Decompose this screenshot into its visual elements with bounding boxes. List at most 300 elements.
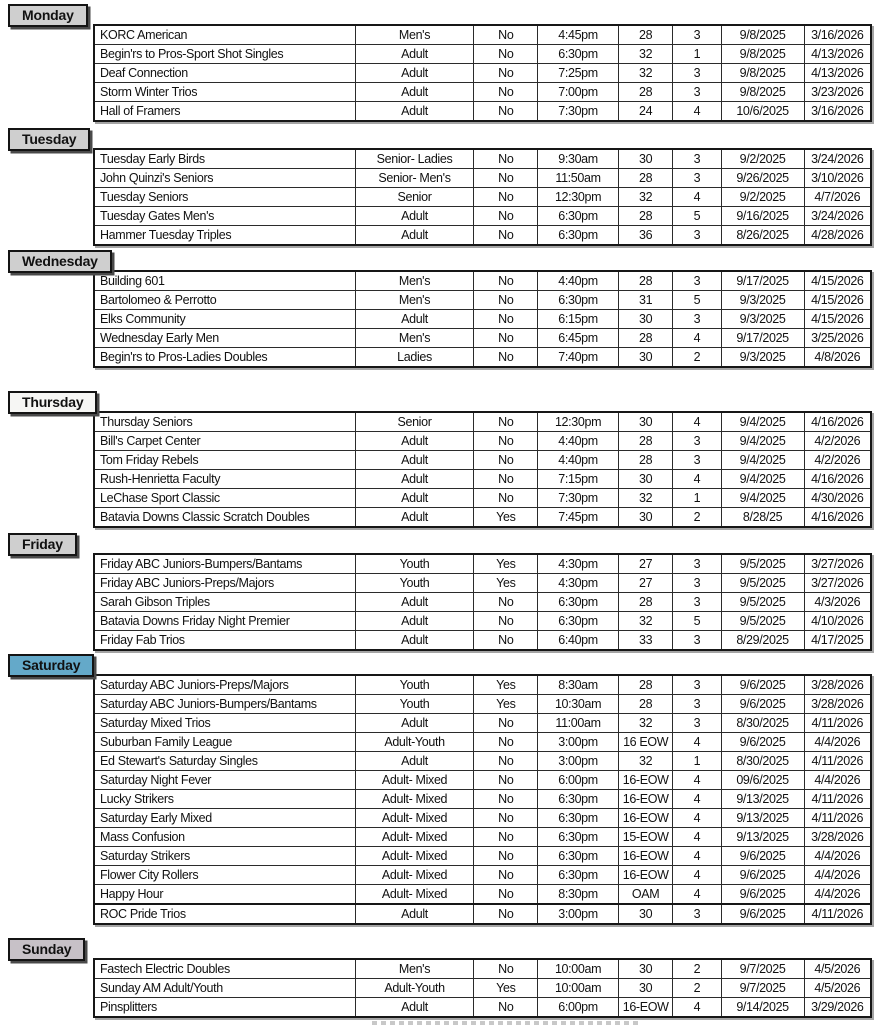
- table-row: [94, 904, 871, 924]
- table-row: [94, 271, 871, 291]
- table-row: [94, 64, 871, 83]
- cell-start-date: 8/29/2025: [721, 631, 804, 651]
- cell-category: Men's: [355, 271, 474, 291]
- cell-league-name: Storm Winter Trios: [94, 83, 355, 102]
- cell-sanctioned-flag: No: [474, 885, 538, 905]
- cell-team-size: 3: [673, 271, 721, 291]
- cell-end-date: 4/8/2026: [804, 348, 871, 368]
- cell-category: Adult: [355, 226, 474, 246]
- cell-start-date: 9/7/2025: [721, 959, 804, 979]
- cell-weeks: 28: [618, 169, 672, 188]
- cell-team-size: 2: [673, 508, 721, 528]
- cell-category: Adult: [355, 470, 474, 489]
- cell-sanctioned-flag: No: [474, 226, 538, 246]
- cell-league-name: Wednesday Early Men: [94, 329, 355, 348]
- cell-category: Adult: [355, 83, 474, 102]
- table-row: [94, 847, 871, 866]
- cell-weeks: 28: [618, 695, 672, 714]
- cell-start-date: 8/30/2025: [721, 714, 804, 733]
- cell-start-time: 6:30pm: [538, 809, 619, 828]
- cell-sanctioned-flag: No: [474, 470, 538, 489]
- cell-end-date: 3/10/2026: [804, 169, 871, 188]
- cell-sanctioned-flag: No: [474, 593, 538, 612]
- cell-league-name: Saturday Early Mixed: [94, 809, 355, 828]
- cell-start-date: 9/8/2025: [721, 83, 804, 102]
- cell-end-date: 3/27/2026: [804, 574, 871, 593]
- cell-team-size: 3: [673, 83, 721, 102]
- cell-weeks: 30: [618, 508, 672, 528]
- league-table-body: [94, 271, 871, 367]
- day-label: Monday: [8, 4, 88, 27]
- cell-weeks: 32: [618, 188, 672, 207]
- cell-sanctioned-flag: No: [474, 714, 538, 733]
- cell-league-name: John Quinzi's Seniors: [94, 169, 355, 188]
- cell-league-name: Saturday ABC Juniors-Bumpers/Bantams: [94, 695, 355, 714]
- cell-category: Adult- Mixed: [355, 809, 474, 828]
- cell-start-date: 9/5/2025: [721, 593, 804, 612]
- cell-weeks: 30: [618, 310, 672, 329]
- cell-category: Senior- Ladies: [355, 149, 474, 169]
- cell-start-time: 6:30pm: [538, 45, 619, 64]
- cell-end-date: 4/16/2026: [804, 470, 871, 489]
- cell-start-date: 9/5/2025: [721, 574, 804, 593]
- cell-team-size: 3: [673, 169, 721, 188]
- cell-league-name: Sunday AM Adult/Youth: [94, 979, 355, 998]
- cell-start-time: 7:30pm: [538, 489, 619, 508]
- cell-league-name: Friday ABC Juniors-Bumpers/Bantams: [94, 554, 355, 574]
- table-row: [94, 412, 871, 432]
- cell-end-date: 4/15/2026: [804, 291, 871, 310]
- cell-start-time: 12:30pm: [538, 412, 619, 432]
- cell-end-date: 4/2/2026: [804, 451, 871, 470]
- cell-team-size: 3: [673, 310, 721, 329]
- cell-start-time: 7:00pm: [538, 83, 619, 102]
- cell-start-date: 9/6/2025: [721, 675, 804, 695]
- cell-team-size: 5: [673, 207, 721, 226]
- cell-category: Adult: [355, 102, 474, 122]
- table-row: [94, 631, 871, 651]
- league-table: [93, 270, 872, 368]
- cell-weeks: 24: [618, 102, 672, 122]
- cell-weeks: 28: [618, 25, 672, 45]
- cell-league-name: Batavia Downs Classic Scratch Doubles: [94, 508, 355, 528]
- cell-league-name: KORC American: [94, 25, 355, 45]
- cell-sanctioned-flag: No: [474, 102, 538, 122]
- cell-team-size: 3: [673, 226, 721, 246]
- cell-start-time: 4:40pm: [538, 432, 619, 451]
- cell-weeks: 28: [618, 329, 672, 348]
- table-row: [94, 149, 871, 169]
- cell-start-date: 9/7/2025: [721, 979, 804, 998]
- cell-sanctioned-flag: Yes: [474, 675, 538, 695]
- cell-league-name: Begin'rs to Pros-Ladies Doubles: [94, 348, 355, 368]
- cell-sanctioned-flag: No: [474, 149, 538, 169]
- cell-sanctioned-flag: No: [474, 451, 538, 470]
- table-row: [94, 790, 871, 809]
- cell-league-name: Bill's Carpet Center: [94, 432, 355, 451]
- cell-end-date: 4/11/2026: [804, 904, 871, 924]
- cell-league-name: Begin'rs to Pros-Sport Shot Singles: [94, 45, 355, 64]
- cell-league-name: Saturday Strikers: [94, 847, 355, 866]
- cell-start-date: 9/8/2025: [721, 25, 804, 45]
- table-row: [94, 508, 871, 528]
- cell-end-date: 4/16/2026: [804, 508, 871, 528]
- cell-sanctioned-flag: Yes: [474, 695, 538, 714]
- league-table: [93, 553, 872, 651]
- cell-category: Youth: [355, 574, 474, 593]
- cell-start-date: 9/17/2025: [721, 329, 804, 348]
- cell-start-date: 9/13/2025: [721, 809, 804, 828]
- cell-end-date: 3/24/2026: [804, 149, 871, 169]
- cell-end-date: 4/10/2026: [804, 612, 871, 631]
- cell-category: Adult: [355, 508, 474, 528]
- day-section-friday: [0, 533, 882, 651]
- cell-league-name: Ed Stewart's Saturday Singles: [94, 752, 355, 771]
- cell-end-date: 4/15/2026: [804, 271, 871, 291]
- cell-start-time: 6:30pm: [538, 612, 619, 631]
- table-row: [94, 207, 871, 226]
- cell-team-size: 3: [673, 904, 721, 924]
- cell-weeks: 30: [618, 470, 672, 489]
- cell-start-date: 9/4/2025: [721, 432, 804, 451]
- table-row: [94, 695, 871, 714]
- cell-sanctioned-flag: No: [474, 998, 538, 1018]
- cell-end-date: 4/15/2026: [804, 310, 871, 329]
- cell-end-date: 4/30/2026: [804, 489, 871, 508]
- cell-category: Youth: [355, 554, 474, 574]
- table-row: [94, 470, 871, 489]
- cell-start-time: 3:00pm: [538, 733, 619, 752]
- cell-weeks: 30: [618, 959, 672, 979]
- cell-sanctioned-flag: No: [474, 733, 538, 752]
- cell-team-size: 3: [673, 593, 721, 612]
- cell-start-date: 9/8/2025: [721, 45, 804, 64]
- day-label: Thursday: [8, 391, 97, 414]
- table-row: [94, 828, 871, 847]
- cell-league-name: Pinsplitters: [94, 998, 355, 1018]
- cell-start-date: 9/5/2025: [721, 554, 804, 574]
- cell-league-name: LeChase Sport Classic: [94, 489, 355, 508]
- league-table: [93, 148, 872, 246]
- table-row: [94, 25, 871, 45]
- cell-weeks: 28: [618, 271, 672, 291]
- table-row: [94, 432, 871, 451]
- cell-end-date: 4/4/2026: [804, 885, 871, 905]
- cell-category: Adult: [355, 432, 474, 451]
- cell-category: Adult: [355, 612, 474, 631]
- league-table-body: [94, 959, 871, 1017]
- cell-league-name: Friday Fab Trios: [94, 631, 355, 651]
- cell-start-date: 9/4/2025: [721, 412, 804, 432]
- cell-start-date: 9/5/2025: [721, 612, 804, 631]
- cell-weeks: 16-EOW: [618, 809, 672, 828]
- cell-weeks: 28: [618, 593, 672, 612]
- table-row: [94, 348, 871, 368]
- cell-league-name: Friday ABC Juniors-Preps/Majors: [94, 574, 355, 593]
- cell-start-date: 9/13/2025: [721, 790, 804, 809]
- cell-start-date: 9/4/2025: [721, 451, 804, 470]
- cell-category: Adult- Mixed: [355, 771, 474, 790]
- table-row: [94, 752, 871, 771]
- cell-weeks: 30: [618, 348, 672, 368]
- table-row: [94, 226, 871, 246]
- cell-weeks: 33: [618, 631, 672, 651]
- cell-start-date: 9/16/2025: [721, 207, 804, 226]
- cell-team-size: 3: [673, 695, 721, 714]
- cell-league-name: Rush-Henrietta Faculty: [94, 470, 355, 489]
- cell-category: Adult: [355, 631, 474, 651]
- cell-end-date: 4/5/2026: [804, 979, 871, 998]
- cell-end-date: 4/17/2025: [804, 631, 871, 651]
- table-row: [94, 169, 871, 188]
- cell-category: Adult: [355, 904, 474, 924]
- cell-end-date: 3/16/2026: [804, 25, 871, 45]
- cell-league-name: Thursday Seniors: [94, 412, 355, 432]
- cell-sanctioned-flag: No: [474, 866, 538, 885]
- cell-sanctioned-flag: No: [474, 847, 538, 866]
- cell-sanctioned-flag: Yes: [474, 979, 538, 998]
- cell-team-size: 4: [673, 102, 721, 122]
- cell-team-size: 4: [673, 470, 721, 489]
- cell-start-time: 8:30pm: [538, 885, 619, 905]
- cell-sanctioned-flag: No: [474, 45, 538, 64]
- cell-weeks: 27: [618, 554, 672, 574]
- clipped-footer-text: [372, 1021, 640, 1025]
- cell-start-date: 9/4/2025: [721, 489, 804, 508]
- table-row: [94, 979, 871, 998]
- table-row: [94, 809, 871, 828]
- cell-category: Men's: [355, 959, 474, 979]
- table-row: [94, 45, 871, 64]
- cell-sanctioned-flag: No: [474, 207, 538, 226]
- cell-team-size: 4: [673, 847, 721, 866]
- cell-start-time: 12:30pm: [538, 188, 619, 207]
- table-row: [94, 451, 871, 470]
- table-row: [94, 675, 871, 695]
- cell-category: Adult- Mixed: [355, 847, 474, 866]
- table-row: [94, 998, 871, 1018]
- cell-category: Adult: [355, 714, 474, 733]
- cell-end-date: 4/11/2026: [804, 752, 871, 771]
- cell-league-name: Tuesday Early Birds: [94, 149, 355, 169]
- table-row: [94, 771, 871, 790]
- cell-category: Men's: [355, 25, 474, 45]
- league-table: [93, 24, 872, 122]
- cell-start-date: 9/26/2025: [721, 169, 804, 188]
- cell-category: Adult- Mixed: [355, 885, 474, 905]
- cell-start-time: 4:30pm: [538, 574, 619, 593]
- cell-end-date: 4/4/2026: [804, 771, 871, 790]
- cell-team-size: 4: [673, 188, 721, 207]
- cell-weeks: 32: [618, 64, 672, 83]
- cell-team-size: 4: [673, 998, 721, 1018]
- cell-end-date: 4/11/2026: [804, 809, 871, 828]
- cell-category: Senior- Men's: [355, 169, 474, 188]
- cell-start-time: 4:40pm: [538, 451, 619, 470]
- cell-end-date: 3/16/2026: [804, 102, 871, 122]
- cell-league-name: Deaf Connection: [94, 64, 355, 83]
- cell-team-size: 3: [673, 451, 721, 470]
- cell-weeks: 16-EOW: [618, 866, 672, 885]
- cell-start-time: 11:00am: [538, 714, 619, 733]
- cell-team-size: 5: [673, 291, 721, 310]
- table-row: [94, 291, 871, 310]
- cell-sanctioned-flag: No: [474, 790, 538, 809]
- table-row: [94, 733, 871, 752]
- cell-category: Adult- Mixed: [355, 828, 474, 847]
- cell-category: Adult- Mixed: [355, 866, 474, 885]
- cell-team-size: 2: [673, 348, 721, 368]
- cell-start-date: 09/6/2025: [721, 771, 804, 790]
- cell-category: Adult-Youth: [355, 733, 474, 752]
- cell-league-name: Saturday ABC Juniors-Preps/Majors: [94, 675, 355, 695]
- day-section-saturday: [0, 654, 882, 925]
- cell-league-name: Bartolomeo & Perrotto: [94, 291, 355, 310]
- day-section-wednesday: [0, 250, 882, 368]
- league-table: [93, 674, 872, 925]
- table-row: [94, 612, 871, 631]
- table-row: [94, 866, 871, 885]
- league-table-body: [94, 25, 871, 121]
- cell-category: Adult: [355, 593, 474, 612]
- cell-end-date: 4/16/2026: [804, 412, 871, 432]
- cell-league-name: Suburban Family League: [94, 733, 355, 752]
- cell-weeks: 28: [618, 675, 672, 695]
- cell-weeks: 15-EOW: [618, 828, 672, 847]
- cell-league-name: Batavia Downs Friday Night Premier: [94, 612, 355, 631]
- cell-team-size: 1: [673, 752, 721, 771]
- cell-start-date: 10/6/2025: [721, 102, 804, 122]
- cell-sanctioned-flag: No: [474, 412, 538, 432]
- cell-weeks: 28: [618, 451, 672, 470]
- cell-start-time: 7:40pm: [538, 348, 619, 368]
- league-table-body: [94, 554, 871, 650]
- cell-league-name: Tuesday Seniors: [94, 188, 355, 207]
- cell-weeks: 32: [618, 45, 672, 64]
- table-row: [94, 102, 871, 122]
- cell-team-size: 4: [673, 771, 721, 790]
- cell-start-time: 7:25pm: [538, 64, 619, 83]
- cell-start-time: 4:30pm: [538, 554, 619, 574]
- cell-sanctioned-flag: No: [474, 25, 538, 45]
- cell-end-date: 4/2/2026: [804, 432, 871, 451]
- cell-sanctioned-flag: Yes: [474, 508, 538, 528]
- cell-category: Adult- Mixed: [355, 790, 474, 809]
- cell-weeks: 28: [618, 432, 672, 451]
- cell-start-time: 3:00pm: [538, 752, 619, 771]
- day-section-sunday: [0, 938, 882, 1018]
- cell-sanctioned-flag: No: [474, 291, 538, 310]
- cell-league-name: Hammer Tuesday Triples: [94, 226, 355, 246]
- cell-start-time: 6:45pm: [538, 329, 619, 348]
- cell-start-date: 9/3/2025: [721, 348, 804, 368]
- cell-category: Adult: [355, 752, 474, 771]
- cell-start-date: 9/2/2025: [721, 188, 804, 207]
- cell-sanctioned-flag: No: [474, 64, 538, 83]
- cell-weeks: 36: [618, 226, 672, 246]
- cell-start-date: 8/26/2025: [721, 226, 804, 246]
- cell-team-size: 4: [673, 733, 721, 752]
- cell-weeks: 16-EOW: [618, 771, 672, 790]
- table-row: [94, 329, 871, 348]
- day-section-tuesday: [0, 128, 882, 246]
- cell-sanctioned-flag: No: [474, 271, 538, 291]
- cell-start-date: 9/6/2025: [721, 733, 804, 752]
- cell-start-time: 9:30am: [538, 149, 619, 169]
- cell-league-name: Elks Community: [94, 310, 355, 329]
- cell-start-date: 9/6/2025: [721, 695, 804, 714]
- cell-team-size: 3: [673, 149, 721, 169]
- cell-league-name: Flower City Rollers: [94, 866, 355, 885]
- cell-start-date: 9/2/2025: [721, 149, 804, 169]
- cell-start-date: 9/17/2025: [721, 271, 804, 291]
- cell-team-size: 3: [673, 631, 721, 651]
- cell-category: Adult: [355, 207, 474, 226]
- cell-start-time: 6:00pm: [538, 998, 619, 1018]
- day-label: Saturday: [8, 654, 94, 677]
- cell-start-time: 6:00pm: [538, 771, 619, 790]
- cell-team-size: 3: [673, 714, 721, 733]
- cell-start-time: 8:30am: [538, 675, 619, 695]
- cell-weeks: 30: [618, 979, 672, 998]
- league-table: [93, 411, 872, 528]
- cell-weeks: 16-EOW: [618, 847, 672, 866]
- cell-end-date: 4/3/2026: [804, 593, 871, 612]
- cell-team-size: 1: [673, 45, 721, 64]
- cell-weeks: 28: [618, 83, 672, 102]
- cell-end-date: 4/5/2026: [804, 959, 871, 979]
- table-row: [94, 714, 871, 733]
- cell-team-size: 4: [673, 885, 721, 905]
- cell-sanctioned-flag: No: [474, 809, 538, 828]
- cell-end-date: 4/28/2026: [804, 226, 871, 246]
- cell-weeks: 32: [618, 752, 672, 771]
- cell-start-date: 9/3/2025: [721, 291, 804, 310]
- cell-end-date: 4/4/2026: [804, 866, 871, 885]
- cell-weeks: 32: [618, 714, 672, 733]
- cell-sanctioned-flag: No: [474, 959, 538, 979]
- cell-sanctioned-flag: No: [474, 169, 538, 188]
- cell-league-name: ROC Pride Trios: [94, 904, 355, 924]
- cell-league-name: Sarah Gibson Triples: [94, 593, 355, 612]
- cell-team-size: 3: [673, 432, 721, 451]
- cell-league-name: Lucky Strikers: [94, 790, 355, 809]
- cell-end-date: 4/11/2026: [804, 790, 871, 809]
- cell-end-date: 4/4/2026: [804, 847, 871, 866]
- cell-weeks: 27: [618, 574, 672, 593]
- cell-team-size: 4: [673, 866, 721, 885]
- cell-category: Youth: [355, 695, 474, 714]
- day-label: Friday: [8, 533, 77, 556]
- table-row: [94, 188, 871, 207]
- cell-end-date: 4/13/2026: [804, 64, 871, 83]
- cell-start-time: 6:30pm: [538, 866, 619, 885]
- cell-start-time: 3:00pm: [538, 904, 619, 924]
- cell-category: Senior: [355, 188, 474, 207]
- cell-league-name: Building 601: [94, 271, 355, 291]
- cell-team-size: 4: [673, 828, 721, 847]
- cell-start-time: 6:40pm: [538, 631, 619, 651]
- day-section-thursday: [0, 391, 882, 528]
- cell-sanctioned-flag: No: [474, 631, 538, 651]
- cell-start-time: 10:30am: [538, 695, 619, 714]
- cell-start-date: 9/3/2025: [721, 310, 804, 329]
- cell-start-time: 7:45pm: [538, 508, 619, 528]
- cell-start-time: 6:30pm: [538, 226, 619, 246]
- cell-team-size: 3: [673, 675, 721, 695]
- cell-end-date: 3/28/2026: [804, 828, 871, 847]
- cell-team-size: 4: [673, 412, 721, 432]
